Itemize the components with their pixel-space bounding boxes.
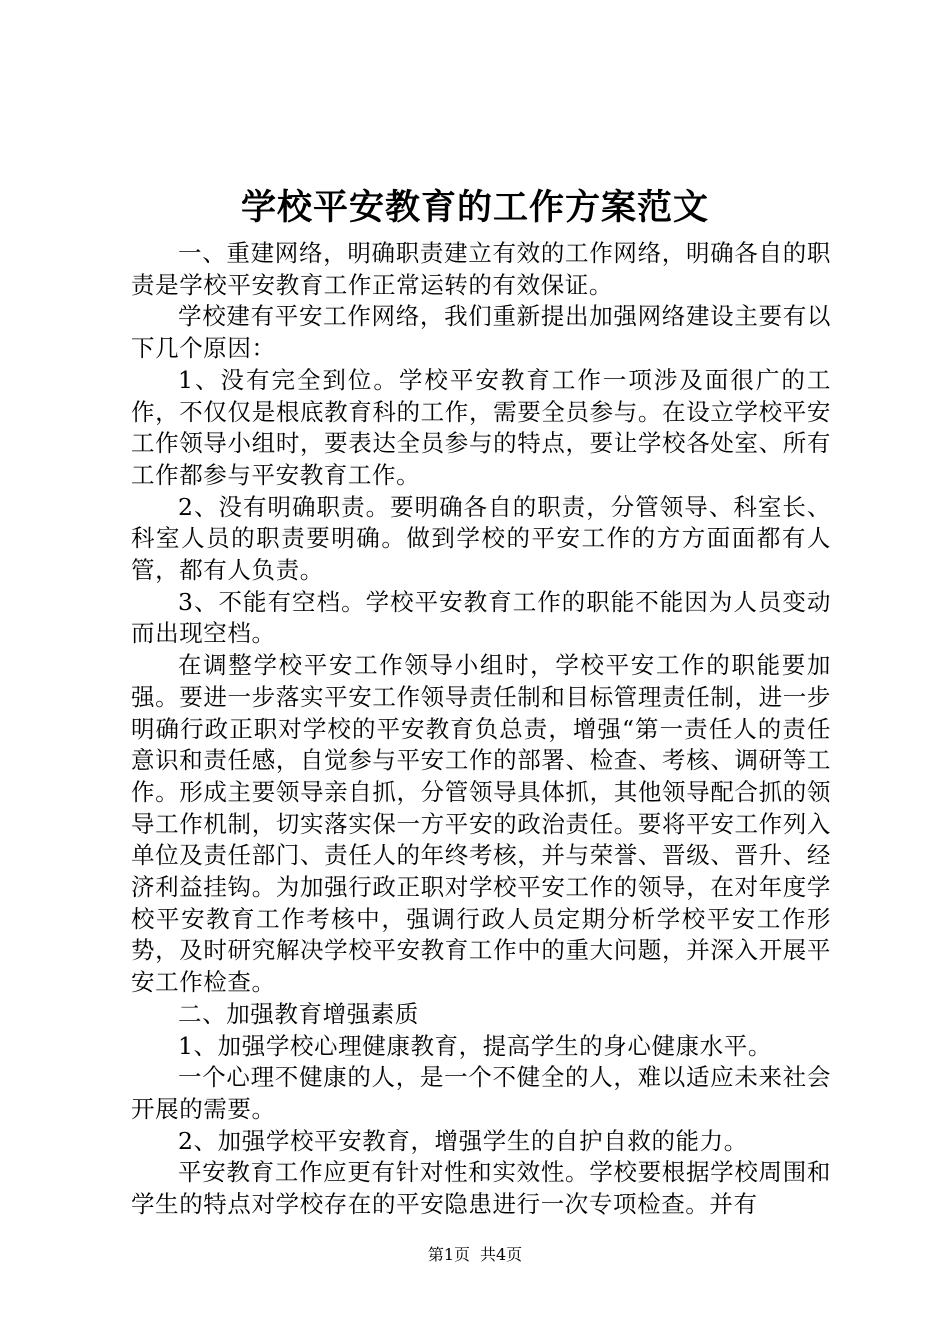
paragraph-reason-3: 3、不能有空档。学校平安教育工作的职能不能因为人员变动而出现空档。 <box>131 587 831 648</box>
page-number: 第1页 <box>427 1245 470 1264</box>
paragraph-network-reasons: 学校建有平安工作网络，我们重新提出加强网络建设主要有以下几个原因： <box>131 302 831 363</box>
paragraph-network-heading: 一、重建网络，明确职责建立有效的工作网络，明确各自的职责是学校平安教育工作正常运转的有效保证。 <box>131 239 831 299</box>
page-total: 共4页 <box>480 1245 523 1264</box>
paragraph-education-heading: 二、加强教育增强素质 <box>178 999 419 1028</box>
paragraph-safety-education: 2、加强学校平安教育，增强学生的自护自救的能力。 <box>178 1126 748 1155</box>
paragraph-mental-health: 1、加强学校心理健康教育，提高学生的身心健康水平。 <box>178 1031 772 1060</box>
paragraph-leadership: 在调整学校平安工作领导小组时，学校平安工作的职能要加强。要进一步落实平安工作领导责任制和目标管理责任制，进一步明确行政正职对学校的平安教育负总责，增强“第一责任人的责任意识和责任感，自觉参与平安工作的部署、检查、考核、调研等工作。形成主要领导亲自抓，分管领导具体抓，其他领导配合抓的领导工作机制，切实落实保一方平安的政治责任。要将平安工作列入单位及责任部门、责任人的年终考核，并与荣誉、晋级、晋升、经济利益挂钩。为加强行政正职对学校平安工作的领导，在对年度学校平安教育工作考核中，强调行政人员定期分析学校平安工作形势，及时研究解决学校平安教育工作中的重大问题，并深入开展平安工作检查。 <box>131 651 831 997</box>
paragraph-safety-detail: 平安教育工作应更有针对性和实效性。学校要根据学校周围和学生的特点对学校存在的平安隐患进行一次专项检查。并有 <box>131 1158 831 1219</box>
document-body <box>131 238 831 1221</box>
document-title: 学校平安教育的工作方案范文 <box>240 187 709 228</box>
page-footer <box>0 1244 950 1266</box>
paragraph-reason-2: 2、没有明确职责。要明确各自的职责，分管领导、科室长、科室人员的职责要明确。做到学校的平安工作的方方面面都有人管，都有人负责。 <box>131 492 831 585</box>
paragraph-reason-1: 1、没有完全到位。学校平安教育工作一项涉及面很广的工作，不仅仅是根底教育科的工作，需要全员参与。在设立学校平安工作领导小组时，要表达全员参与的特点，要让学校各处室、所有工作都参与平安教育工作。 <box>131 365 831 489</box>
paragraph-mental-health-detail: 一个心理不健康的人，是一个不健全的人，难以适应未来社会开展的需要。 <box>131 1063 831 1123</box>
